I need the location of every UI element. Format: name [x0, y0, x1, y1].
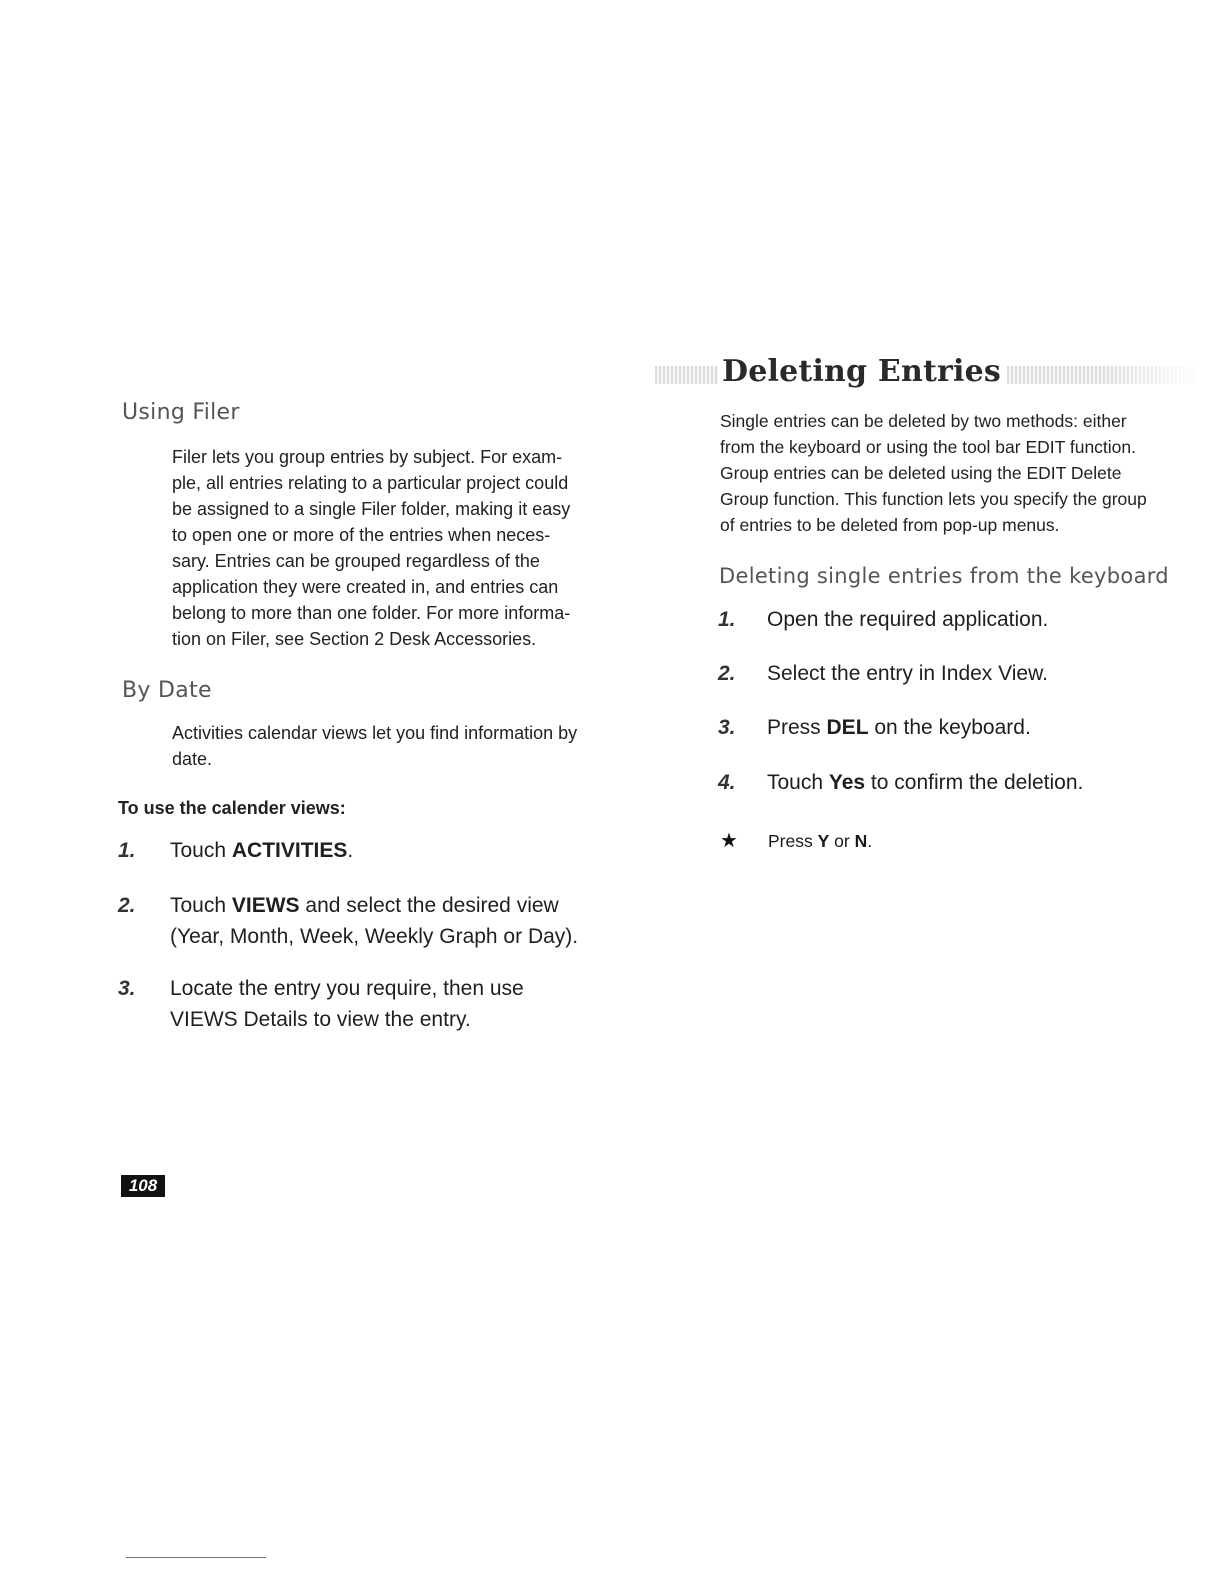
text-line: belong to more than one folder. For more informa- [172, 603, 571, 623]
text-line: Group function. This function lets you specify the group [720, 489, 1147, 509]
text-line: application they were created in, and entries can [172, 577, 559, 597]
delete-step-4 [718, 767, 1198, 801]
delete-step-2 [718, 658, 1198, 692]
delete-step-1 [718, 604, 1198, 638]
text-line: of entries to be deleted from pop-up menus. [720, 515, 1060, 535]
bottom-rule [126, 1557, 266, 1558]
calendar-steps-intro: To use the calender views: [118, 798, 346, 818]
step-text: Press DEL on the keyboard. [767, 716, 1031, 739]
text-line: to open one or more of the entries when neces- [172, 525, 551, 545]
text-line: tion on Filer, see Section 2 Desk Accessories. [172, 629, 537, 649]
text-line: Filer lets you group entries by subject. For exam- [172, 447, 563, 467]
tip-note [720, 828, 1120, 854]
by-date-paragraph [172, 720, 632, 772]
step-text: Open the required application. [767, 608, 1049, 631]
star-icon: ★ [720, 830, 738, 852]
step-text: Select the entry in Index View. [767, 662, 1048, 685]
step-number: 2. [718, 662, 736, 685]
calendar-step-1 [118, 835, 618, 869]
deleting-intro-paragraph [720, 408, 1200, 538]
text-line: Group entries can be deleted using the EDIT Delete [720, 463, 1122, 483]
step-text: Touch ACTIVITIES. [170, 839, 354, 862]
text-line: from the keyboard or using the tool bar EDIT function. [720, 437, 1137, 457]
step-number: 1. [718, 608, 736, 631]
step-text: Locate the entry you require, then use VIEWS Details to view the entry. [170, 977, 524, 1031]
by-date-heading: By Date [122, 678, 212, 703]
step-number: 2. [118, 894, 136, 917]
deleting-entries-title: Deleting Entries [718, 354, 1007, 389]
deleting-single-subheading: Deleting single entries from the keyboard [719, 564, 1169, 588]
using-filer-paragraph [172, 444, 632, 652]
step-number: 3. [718, 716, 736, 739]
delete-step-3 [718, 712, 1198, 746]
calendar-step-3 [118, 973, 618, 1039]
step-number: 4. [718, 771, 736, 794]
text-line: Activities calendar views let you find information by [172, 723, 578, 743]
text-line: ple, all entries relating to a particular project could [172, 473, 569, 493]
step-text: Touch VIEWS and select the desired view (Year, Month, Week, Weekly Graph or Day). [170, 894, 579, 948]
text-line: be assigned to a single Filer folder, making it easy [172, 499, 571, 519]
tip-text: Press Y or N. [768, 831, 873, 851]
step-number: 1. [118, 839, 136, 862]
title-band-fade [1100, 366, 1200, 384]
step-text: Touch Yes to confirm the deletion. [767, 771, 1084, 794]
step-number: 3. [118, 977, 136, 1000]
text-line: sary. Entries can be grouped regardless of the [172, 551, 540, 571]
text-line: Single entries can be deleted by two methods: either [720, 411, 1127, 431]
using-filer-heading: Using Filer [122, 400, 240, 425]
calendar-step-2 [118, 890, 618, 956]
text-line: date. [172, 749, 213, 769]
page-number-badge: 108 [121, 1175, 165, 1197]
